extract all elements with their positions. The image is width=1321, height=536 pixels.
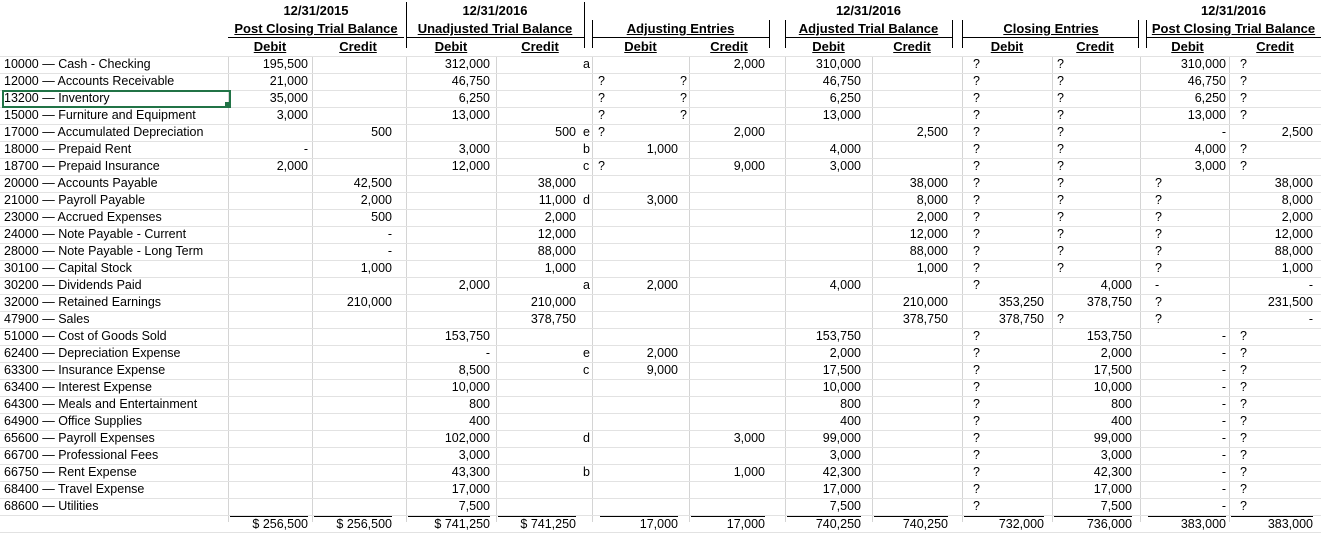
aj-d-cell[interactable]: 9,000 — [646, 363, 678, 377]
ce-q1-cell[interactable]: ? — [973, 244, 980, 258]
ce-q1-cell[interactable]: ? — [973, 261, 980, 275]
utb-d-cell[interactable]: 153,750 — [444, 329, 490, 343]
account-name[interactable]: 65600 — Payroll Expenses — [4, 431, 155, 445]
row-border — [230, 516, 308, 517]
total-utb-d[interactable]: $ 741,250 — [434, 517, 490, 531]
utb-d-cell[interactable]: - — [485, 346, 490, 360]
ce-q2-cell[interactable]: ? — [1057, 91, 1064, 105]
pc-d-cell[interactable]: - — [1221, 397, 1226, 411]
column-border — [584, 2, 585, 48]
account-name[interactable]: 23000 — Accrued Expenses — [4, 210, 162, 224]
pc-c-cell[interactable]: 88,000 — [1274, 244, 1313, 258]
pct-c-cell[interactable]: 210,000 — [346, 295, 392, 309]
account-name[interactable]: 68600 — Utilities — [4, 499, 99, 513]
row-border — [691, 516, 765, 517]
utb-c-cell[interactable]: 378,750 — [530, 312, 576, 326]
aj-q-cell[interactable]: ? — [598, 125, 605, 139]
aj-q-cell[interactable]: ? — [598, 108, 605, 122]
pc-q1-cell[interactable]: ? — [1155, 244, 1162, 258]
pc-d-cell[interactable]: 3,000 — [1194, 159, 1226, 173]
atb-d-cell[interactable]: 10,000 — [822, 380, 861, 394]
aj-d-cell[interactable]: 2,000 — [646, 278, 678, 292]
utb-d-cell[interactable]: 46,750 — [451, 74, 490, 88]
ce-q1-cell[interactable]: ? — [973, 380, 980, 394]
ce-q1-cell[interactable]: ? — [973, 397, 980, 411]
pc-d-cell[interactable]: - — [1221, 125, 1226, 139]
aj-l-cell[interactable]: a — [583, 57, 590, 71]
ce-q1-cell[interactable]: ? — [973, 57, 980, 71]
ce-c-cell[interactable]: 17,000 — [1093, 482, 1132, 496]
account-name[interactable]: 30100 — Capital Stock — [4, 261, 132, 275]
aj-l-cell[interactable]: b — [583, 142, 590, 156]
atb-c-cell[interactable]: 88,000 — [909, 244, 948, 258]
pct-d-cell[interactable]: 2,000 — [276, 159, 308, 173]
pc-c-cell[interactable]: 1,000 — [1281, 261, 1313, 275]
atb-c-cell[interactable]: 8,000 — [916, 193, 948, 207]
utb-d-cell[interactable]: 8,500 — [458, 363, 490, 377]
atb-d-cell[interactable]: 17,000 — [822, 482, 861, 496]
utb-c-cell[interactable]: 11,000 — [538, 193, 576, 207]
ce-q1-cell[interactable]: ? — [973, 91, 980, 105]
pc-q1-cell[interactable]: ? — [1155, 193, 1162, 207]
credit-header: Credit — [893, 39, 931, 54]
pc-q1-cell[interactable]: ? — [1155, 176, 1162, 190]
atb-d-cell[interactable]: 400 — [840, 414, 861, 428]
pc-q2-cell[interactable]: ? — [1240, 499, 1247, 513]
atb-c-cell[interactable]: 210,000 — [902, 295, 948, 309]
account-name[interactable]: 66750 — Rent Expense — [4, 465, 137, 479]
aj-c-cell[interactable]: ? — [680, 74, 687, 88]
account-name[interactable]: 15000 — Furniture and Equipment — [4, 108, 196, 122]
ce-q2-cell[interactable]: ? — [1057, 74, 1064, 88]
ce-c-cell[interactable]: 42,300 — [1093, 465, 1132, 479]
ce-c-cell[interactable]: 7,500 — [1100, 499, 1132, 513]
ce-q2-cell[interactable]: ? — [1057, 193, 1064, 207]
pct-d-cell[interactable]: 3,000 — [276, 108, 308, 122]
pc-d-cell[interactable]: - — [1221, 482, 1226, 496]
atb-d-cell[interactable]: 4,000 — [829, 278, 861, 292]
utb-c-cell[interactable]: 500 — [555, 125, 576, 139]
gridline — [1140, 56, 1141, 522]
ce-q1-cell[interactable]: ? — [973, 329, 980, 343]
total-aj-d[interactable]: 17,000 — [639, 517, 678, 531]
pct-d-cell[interactable]: 195,500 — [262, 57, 308, 71]
pc-d-cell[interactable]: - — [1221, 499, 1226, 513]
section-date: 12/31/2016 — [835, 3, 902, 18]
debit-header: Debit — [624, 39, 657, 54]
total-pct-c[interactable]: $ 256,500 — [336, 517, 392, 531]
total-pc-c[interactable]: 383,000 — [1267, 517, 1313, 531]
section-date: 12/31/2016 — [462, 3, 528, 18]
pc-q2-cell[interactable]: ? — [1240, 448, 1247, 462]
account-name[interactable]: 17000 — Accumulated Depreciation — [4, 125, 204, 139]
pc-q1-cell[interactable]: - — [1155, 278, 1160, 292]
credit-header: Credit — [339, 39, 377, 54]
total-utb-c[interactable]: $ 741,250 — [520, 517, 576, 531]
pc-c-cell[interactable]: 231,500 — [1267, 295, 1313, 309]
ce-q2-cell[interactable]: ? — [1057, 125, 1064, 139]
utb-d-cell[interactable]: 43,300 — [451, 465, 490, 479]
ce-c-cell[interactable]: 17,500 — [1093, 363, 1132, 377]
total-atb-c[interactable]: 740,250 — [902, 517, 948, 531]
pc-c-cell[interactable]: - — [1308, 278, 1313, 292]
pc-d-cell[interactable]: - — [1221, 380, 1226, 394]
pct-d-cell[interactable]: - — [303, 142, 308, 156]
ce-q2-cell[interactable]: ? — [1057, 176, 1064, 190]
section-title: Post Closing Trial Balance — [234, 21, 398, 36]
account-name[interactable]: 32000 — Retained Earnings — [4, 295, 162, 309]
section-title: Adjusted Trial Balance — [798, 21, 939, 36]
section-title: Post Closing Trial Balance — [1151, 21, 1316, 36]
atb-c-cell[interactable]: 378,750 — [902, 312, 948, 326]
account-name[interactable]: 68400 — Travel Expense — [4, 482, 145, 496]
gridline — [962, 56, 963, 522]
total-ce-d[interactable]: 732,000 — [998, 517, 1044, 531]
aj-c-cell[interactable]: ? — [680, 91, 687, 105]
pc-q2-cell[interactable]: ? — [1240, 465, 1247, 479]
account-name[interactable]: 24000 — Note Payable - Current — [4, 227, 187, 241]
ce-q1-cell[interactable]: ? — [973, 431, 980, 445]
account-name[interactable]: 64900 — Office Supplies — [4, 414, 143, 428]
pc-c-cell[interactable]: - — [1308, 312, 1313, 326]
utb-d-cell[interactable]: 6,250 — [458, 91, 490, 105]
credit-header: Credit — [521, 39, 559, 54]
pc-d-cell[interactable]: 310,000 — [1180, 57, 1226, 71]
pc-q2-cell[interactable]: ? — [1240, 57, 1247, 71]
atb-d-cell[interactable]: 4,000 — [829, 142, 861, 156]
credit-header: Credit — [710, 39, 748, 54]
pc-q2-cell[interactable]: ? — [1240, 414, 1247, 428]
debit-header: Debit — [1171, 39, 1204, 54]
atb-c-cell[interactable]: 1,000 — [916, 261, 948, 275]
atb-d-cell[interactable]: 2,000 — [829, 346, 861, 360]
account-name[interactable]: 20000 — Accounts Payable — [4, 176, 158, 190]
aj-c-cell[interactable]: 2,000 — [733, 57, 765, 71]
atb-d-cell[interactable]: 800 — [840, 397, 861, 411]
account-name[interactable]: 12000 — Accounts Receivable — [4, 74, 175, 88]
ce-q1-cell[interactable]: ? — [973, 499, 980, 513]
pct-c-cell[interactable]: 500 — [371, 210, 392, 224]
account-name[interactable]: 63300 — Insurance Expense — [4, 363, 166, 377]
ce-q1-cell[interactable]: ? — [973, 278, 980, 292]
atb-d-cell[interactable]: 153,750 — [815, 329, 861, 343]
pc-d-cell[interactable]: - — [1221, 329, 1226, 343]
account-name[interactable]: 62400 — Depreciation Expense — [4, 346, 181, 360]
total-ce-c[interactable]: 736,000 — [1086, 517, 1132, 531]
account-name[interactable]: 66700 — Professional Fees — [4, 448, 159, 462]
pct-c-cell[interactable]: - — [387, 244, 392, 258]
aj-d-cell[interactable]: 1,000 — [646, 142, 678, 156]
ce-q1-cell[interactable]: ? — [973, 74, 980, 88]
ce-q1-cell[interactable]: ? — [973, 227, 980, 241]
ce-q1-cell[interactable]: ? — [973, 159, 980, 173]
credit-header: Credit — [1256, 39, 1294, 54]
ce-q2-cell[interactable]: ? — [1057, 159, 1064, 173]
utb-d-cell[interactable]: 12,000 — [451, 159, 490, 173]
pct-c-cell[interactable]: 42,500 — [353, 176, 392, 190]
aj-d-cell[interactable]: 3,000 — [646, 193, 678, 207]
section-title: Unadjusted Trial Balance — [417, 21, 573, 36]
utb-c-cell[interactable]: 210,000 — [530, 295, 576, 309]
aj-q-cell[interactable]: ? — [598, 91, 605, 105]
pc-q1-cell[interactable]: ? — [1155, 295, 1162, 309]
ce-d-cell[interactable]: 353,250 — [998, 295, 1044, 309]
pc-c-cell[interactable]: 12,000 — [1274, 227, 1313, 241]
ce-q1-cell[interactable]: ? — [973, 363, 980, 377]
utb-d-cell[interactable]: 2,000 — [458, 278, 490, 292]
aj-l-cell[interactable]: b — [583, 465, 590, 479]
pc-q2-cell[interactable]: ? — [1240, 91, 1247, 105]
ce-q2-cell[interactable]: ? — [1057, 57, 1064, 71]
pc-d-cell[interactable]: 13,000 — [1187, 108, 1226, 122]
pct-d-cell[interactable]: 21,000 — [269, 74, 308, 88]
pc-d-cell[interactable]: - — [1221, 346, 1226, 360]
pc-d-cell[interactable]: - — [1221, 363, 1226, 377]
pct-c-cell[interactable]: - — [387, 227, 392, 241]
ce-c-cell[interactable]: 4,000 — [1100, 278, 1132, 292]
pc-d-cell[interactable]: 4,000 — [1194, 142, 1226, 156]
aj-l-cell[interactable]: e — [583, 125, 590, 139]
ce-q2-cell[interactable]: ? — [1057, 210, 1064, 224]
pc-d-cell[interactable]: - — [1221, 414, 1226, 428]
utb-d-cell[interactable]: 3,000 — [458, 448, 490, 462]
pc-q1-cell[interactable]: ? — [1155, 227, 1162, 241]
account-name[interactable]: 10000 — Cash - Checking — [4, 57, 151, 71]
row-border — [787, 516, 861, 517]
pc-d-cell[interactable]: - — [1221, 448, 1226, 462]
utb-c-cell[interactable]: 12,000 — [537, 227, 576, 241]
atb-d-cell[interactable]: 7,500 — [829, 499, 861, 513]
aj-q-cell[interactable]: ? — [598, 159, 605, 173]
aj-c-cell[interactable]: 3,000 — [733, 431, 765, 445]
pc-c-cell[interactable]: 8,000 — [1281, 193, 1313, 207]
section-title: Adjusting Entries — [626, 21, 735, 36]
atb-d-cell[interactable]: 17,500 — [822, 363, 861, 377]
row-border — [408, 516, 490, 517]
utb-d-cell[interactable]: 3,000 — [458, 142, 490, 156]
pc-q2-cell[interactable]: ? — [1240, 159, 1247, 173]
utb-c-cell[interactable]: 2,000 — [544, 210, 576, 224]
pc-q2-cell[interactable]: ? — [1240, 397, 1247, 411]
row-border — [498, 516, 576, 517]
column-border — [769, 20, 770, 48]
pc-q2-cell[interactable]: ? — [1240, 346, 1247, 360]
ce-q2-cell[interactable]: ? — [1057, 142, 1064, 156]
utb-d-cell[interactable]: 800 — [469, 397, 490, 411]
ce-c-cell[interactable]: 153,750 — [1086, 329, 1132, 343]
account-name[interactable]: 18700 — Prepaid Insurance — [4, 159, 160, 173]
ce-q2-cell[interactable]: ? — [1057, 108, 1064, 122]
row-border — [314, 516, 392, 517]
account-name[interactable]: 30200 — Dividends Paid — [4, 278, 142, 292]
credit-header: Credit — [1076, 39, 1114, 54]
aj-d-cell[interactable]: 2,000 — [646, 346, 678, 360]
row-border — [964, 516, 1044, 517]
row-border — [600, 516, 678, 517]
atb-d-cell[interactable]: 3,000 — [829, 159, 861, 173]
ce-q1-cell[interactable]: ? — [973, 142, 980, 156]
ce-c-cell[interactable]: 2,000 — [1100, 346, 1132, 360]
ce-c-cell[interactable]: 99,000 — [1093, 431, 1132, 445]
debit-header: Debit — [990, 39, 1024, 54]
ce-q1-cell[interactable]: ? — [973, 346, 980, 360]
ce-q1-cell[interactable]: ? — [973, 482, 980, 496]
utb-d-cell[interactable]: 400 — [469, 414, 490, 428]
utb-d-cell[interactable]: 10,000 — [451, 380, 490, 394]
ce-c-cell[interactable]: 378,750 — [1086, 295, 1132, 309]
ce-q1-cell[interactable]: ? — [973, 465, 980, 479]
utb-d-cell[interactable]: 7,500 — [458, 499, 490, 513]
atb-c-cell[interactable]: 38,000 — [909, 176, 948, 190]
ce-q1-cell[interactable]: ? — [973, 176, 980, 190]
total-aj-c[interactable]: 17,000 — [726, 517, 765, 531]
atb-d-cell[interactable]: 310,000 — [815, 57, 861, 71]
ce-q2-cell[interactable]: ? — [1057, 312, 1064, 326]
pc-d-cell[interactable]: - — [1221, 465, 1226, 479]
row-border — [1231, 516, 1313, 517]
pc-q2-cell[interactable]: ? — [1240, 363, 1247, 377]
debit-header: Debit — [434, 39, 468, 54]
aj-l-cell[interactable]: c — [583, 363, 590, 377]
total-pc-d[interactable]: 383,000 — [1180, 517, 1226, 531]
section-title: Closing Entries — [1003, 21, 1099, 36]
aj-q-cell[interactable]: ? — [598, 74, 605, 88]
fill-handle[interactable] — [225, 102, 230, 107]
ce-c-cell[interactable]: 3,000 — [1100, 448, 1132, 462]
debit-header: Debit — [253, 39, 287, 54]
account-name[interactable]: 63400 — Interest Expense — [4, 380, 153, 394]
atb-d-cell[interactable]: 99,000 — [822, 431, 861, 445]
account-name[interactable]: 64300 — Meals and Entertainment — [4, 397, 198, 411]
atb-d-cell[interactable]: 42,300 — [822, 465, 861, 479]
pct-d-cell[interactable]: 35,000 — [269, 91, 308, 105]
account-name[interactable]: 13200 — Inventory — [4, 91, 110, 105]
pc-d-cell[interactable]: 6,250 — [1194, 91, 1226, 105]
ce-q1-cell[interactable]: ? — [973, 108, 980, 122]
total-atb-d[interactable]: 740,250 — [815, 517, 861, 531]
pc-q1-cell[interactable]: ? — [1155, 210, 1162, 224]
aj-l-cell[interactable]: d — [583, 193, 590, 207]
pct-c-cell[interactable]: 500 — [371, 125, 392, 139]
pc-q2-cell[interactable]: ? — [1240, 74, 1247, 88]
ce-q1-cell[interactable]: ? — [973, 193, 980, 207]
pc-q2-cell[interactable]: ? — [1240, 431, 1247, 445]
ce-q1-cell[interactable]: ? — [973, 210, 980, 224]
pc-d-cell[interactable]: 46,750 — [1187, 74, 1226, 88]
pc-q2-cell[interactable]: ? — [1240, 142, 1247, 156]
aj-c-cell[interactable]: ? — [680, 108, 687, 122]
pc-q2-cell[interactable]: ? — [1240, 108, 1247, 122]
account-name[interactable]: 18000 — Prepaid Rent — [4, 142, 132, 156]
ce-q1-cell[interactable]: ? — [973, 448, 980, 462]
ce-q1-cell[interactable]: ? — [973, 414, 980, 428]
pct-c-cell[interactable]: 1,000 — [360, 261, 392, 275]
aj-c-cell[interactable]: 2,000 — [733, 125, 765, 139]
pc-q2-cell[interactable]: ? — [1240, 482, 1247, 496]
section-date: 12/31/2015 — [283, 3, 349, 18]
ce-q2-cell[interactable]: ? — [1057, 261, 1064, 275]
aj-l-cell[interactable]: a — [583, 278, 590, 292]
pc-c-cell[interactable]: 2,500 — [1281, 125, 1313, 139]
atb-d-cell[interactable]: 6,250 — [829, 91, 861, 105]
utb-d-cell[interactable]: 102,000 — [444, 431, 490, 445]
column-border — [952, 20, 953, 48]
utb-d-cell[interactable]: 312,000 — [444, 57, 490, 71]
account-name[interactable]: 28000 — Note Payable - Long Term — [4, 244, 204, 258]
row-border — [1054, 516, 1132, 517]
total-pct-d[interactable]: $ 256,500 — [252, 517, 308, 531]
aj-l-cell[interactable]: e — [583, 346, 590, 360]
pc-q2-cell[interactable]: ? — [1240, 329, 1247, 343]
account-name[interactable]: 47900 — Sales — [4, 312, 90, 326]
pc-q1-cell[interactable]: ? — [1155, 312, 1162, 326]
ce-q2-cell[interactable]: ? — [1057, 244, 1064, 258]
utb-d-cell[interactable]: 17,000 — [451, 482, 490, 496]
section-date: 12/31/2016 — [1200, 3, 1267, 18]
atb-d-cell[interactable]: 13,000 — [822, 108, 861, 122]
debit-header: Debit — [812, 39, 845, 54]
ce-d-cell[interactable]: 378,750 — [998, 312, 1044, 326]
aj-c-cell[interactable]: 1,000 — [733, 465, 765, 479]
utb-c-cell[interactable]: 38,000 — [537, 176, 576, 190]
pct-c-cell[interactable]: 2,000 — [360, 193, 392, 207]
utb-c-cell[interactable]: 88,000 — [537, 244, 576, 258]
pc-d-cell[interactable]: - — [1221, 431, 1226, 445]
utb-d-cell[interactable]: 13,000 — [451, 108, 490, 122]
pc-c-cell[interactable]: 2,000 — [1281, 210, 1313, 224]
account-name[interactable]: 21000 — Payroll Payable — [4, 193, 146, 207]
utb-c-cell[interactable]: 1,000 — [544, 261, 576, 275]
pc-c-cell[interactable]: 38,000 — [1274, 176, 1313, 190]
atb-c-cell[interactable]: 2,500 — [916, 125, 948, 139]
atb-c-cell[interactable]: 2,000 — [916, 210, 948, 224]
aj-l-cell[interactable]: d — [583, 431, 590, 445]
row-border — [1148, 516, 1226, 517]
row-border — [874, 516, 948, 517]
aj-c-cell[interactable]: 9,000 — [733, 159, 765, 173]
pc-q2-cell[interactable]: ? — [1240, 380, 1247, 394]
column-border — [1138, 20, 1139, 48]
atb-d-cell[interactable]: 3,000 — [829, 448, 861, 462]
atb-d-cell[interactable]: 46,750 — [822, 74, 861, 88]
pc-q1-cell[interactable]: ? — [1155, 261, 1162, 275]
ce-c-cell[interactable]: 800 — [1111, 397, 1132, 411]
aj-l-cell[interactable]: c — [583, 159, 590, 173]
ce-q1-cell[interactable]: ? — [973, 125, 980, 139]
atb-c-cell[interactable]: 12,000 — [909, 227, 948, 241]
account-name[interactable]: 51000 — Cost of Goods Sold — [4, 329, 167, 343]
ce-c-cell[interactable]: 10,000 — [1093, 380, 1132, 394]
ce-q2-cell[interactable]: ? — [1057, 227, 1064, 241]
ce-c-cell[interactable]: 400 — [1111, 414, 1132, 428]
